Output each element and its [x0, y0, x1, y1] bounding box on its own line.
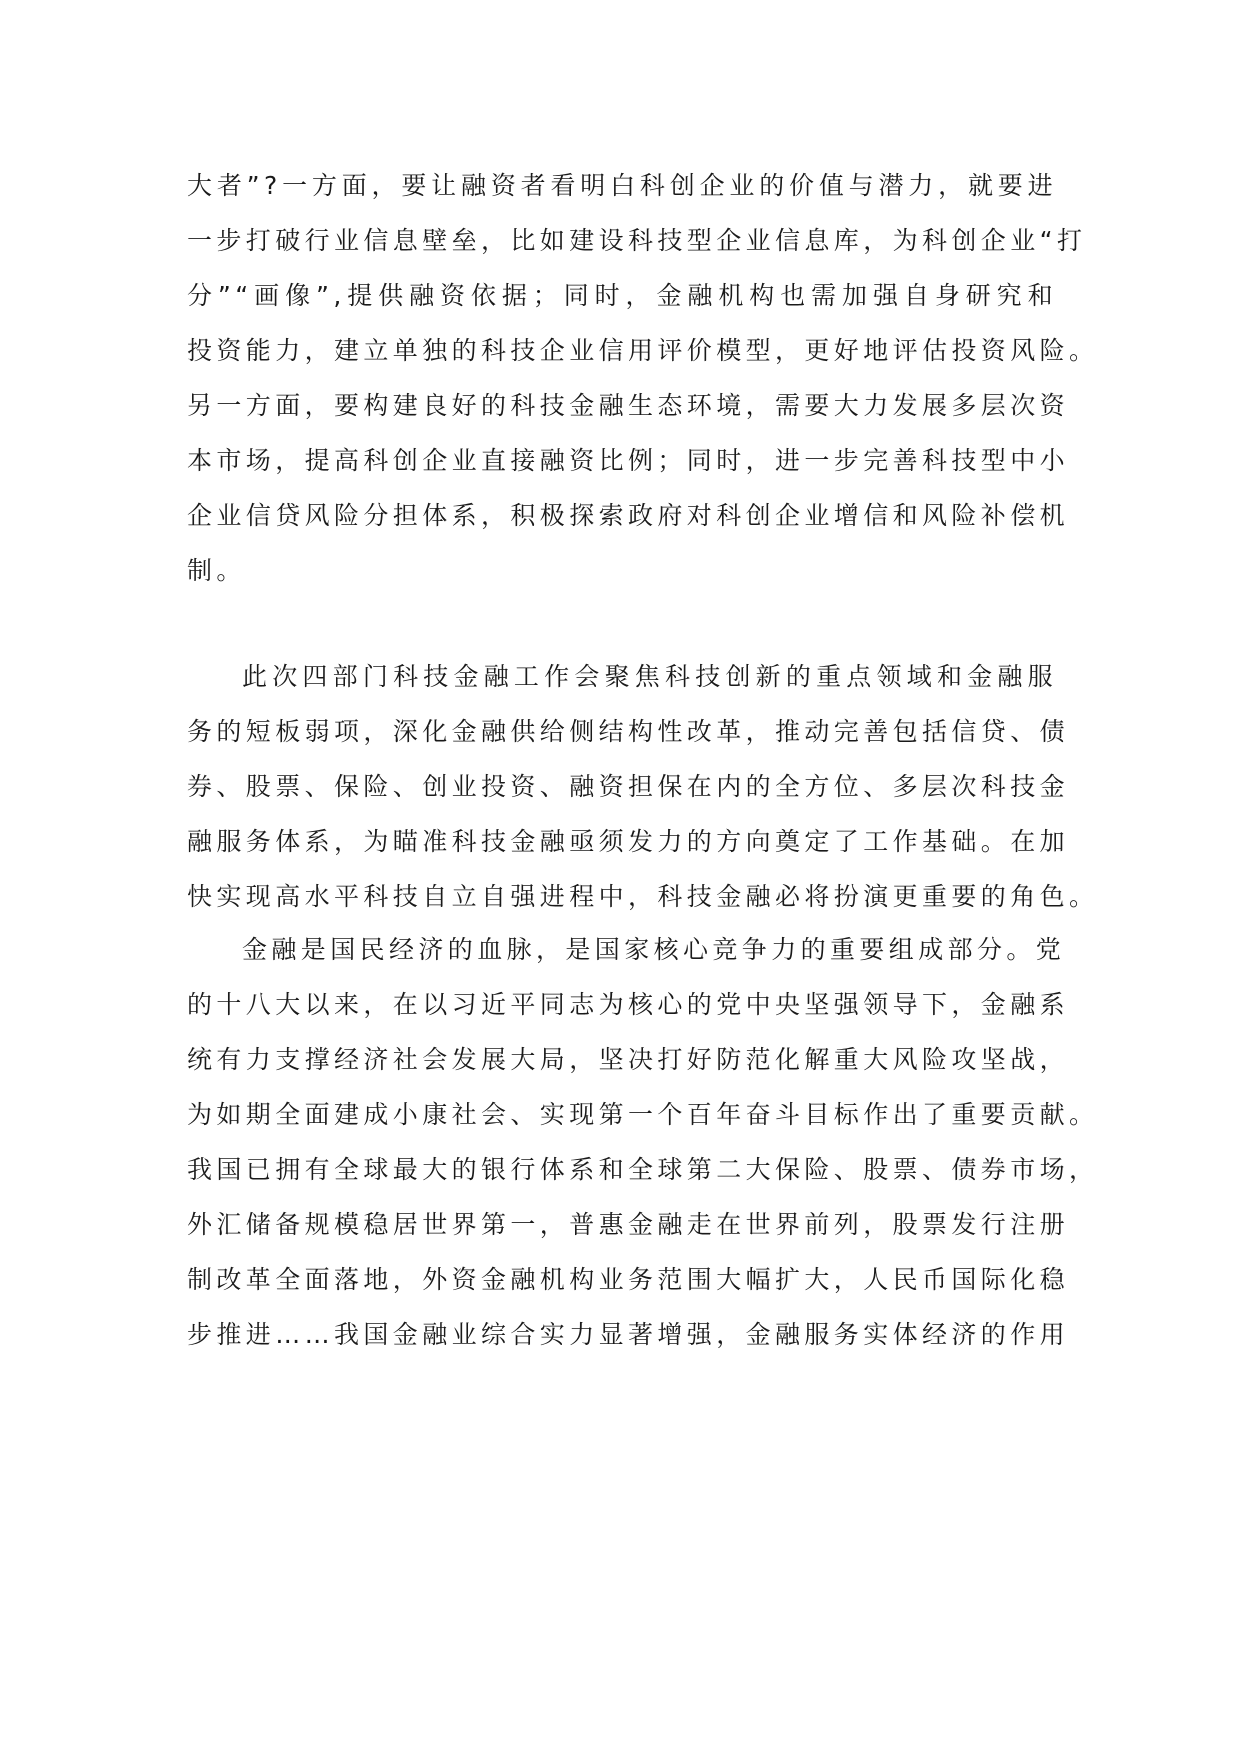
text-line-first: 此次四部门科技金融工作会聚焦科技创新的重点领域和金融服: [242, 662, 1057, 691]
text-line-last: 快实现高水平科技自立自强进程中，科技金融必将扮演更重要的角色。: [187, 882, 1099, 911]
paragraph-3: [187, 922, 1099, 1362]
text-line: 投资能力，建立单独的科技企业信用评价模型，更好地评估投资风险。: [187, 336, 1099, 365]
text-line: 分”“画像”,提供融资依据；同时，金融机构也需加强自身研究和: [187, 281, 1057, 310]
text-line: 大者”?一方面，要让融资者看明白科创企业的价值与潜力，就要进: [187, 171, 1057, 200]
text-line-last: 制。: [187, 556, 246, 585]
text-line-first: 金融是国民经济的血脉，是国家核心竞争力的重要组成部分。党: [242, 935, 1066, 964]
text-line: 制改革全面落地，外资金融机构业务范围大幅扩大，人民币国际化稳: [187, 1265, 1070, 1294]
text-line: 本市场，提高科创企业直接融资比例；同时，进一步完善科技型中小: [187, 446, 1070, 475]
text-line: 务的短板弱项，深化金融供给侧结构性改革，推动完善包括信贷、债: [187, 717, 1070, 746]
text-line: 步推进……我国金融业综合实力显著增强，金融服务实体经济的作用: [187, 1320, 1070, 1349]
text-line: 券、股票、保险、创业投资、融资担保在内的全方位、多层次科技金: [187, 772, 1070, 801]
text-line: 一步打破行业信息壁垒，比如建设科技型企业信息库，为科创企业“打: [187, 226, 1087, 255]
text-line: 为如期全面建成小康社会、实现第一个百年奋斗目标作出了重要贡献。: [187, 1100, 1099, 1129]
text-line: 我国已拥有全球最大的银行体系和全球第二大保险、股票、债券市场，: [187, 1155, 1099, 1184]
paragraph-1: [187, 158, 1099, 598]
text-line: 的十八大以来，在以习近平同志为核心的党中央坚强领导下，金融系: [187, 990, 1070, 1019]
text-line: 企业信贷风险分担体系，积极探索政府对科创企业增信和风险补偿机: [187, 501, 1070, 530]
text-line: 统有力支撑经济社会发展大局，坚决打好防范化解重大风险攻坚战，: [187, 1045, 1070, 1074]
text-line: 外汇储备规模稳居世界第一，普惠金融走在世界前列，股票发行注册: [187, 1210, 1070, 1239]
paragraph-2: [187, 649, 1099, 924]
text-line: 融服务体系，为瞄准科技金融亟须发力的方向奠定了工作基础。在加: [187, 827, 1070, 856]
text-line: 另一方面，要构建良好的科技金融生态环境，需要大力发展多层次资: [187, 391, 1070, 420]
